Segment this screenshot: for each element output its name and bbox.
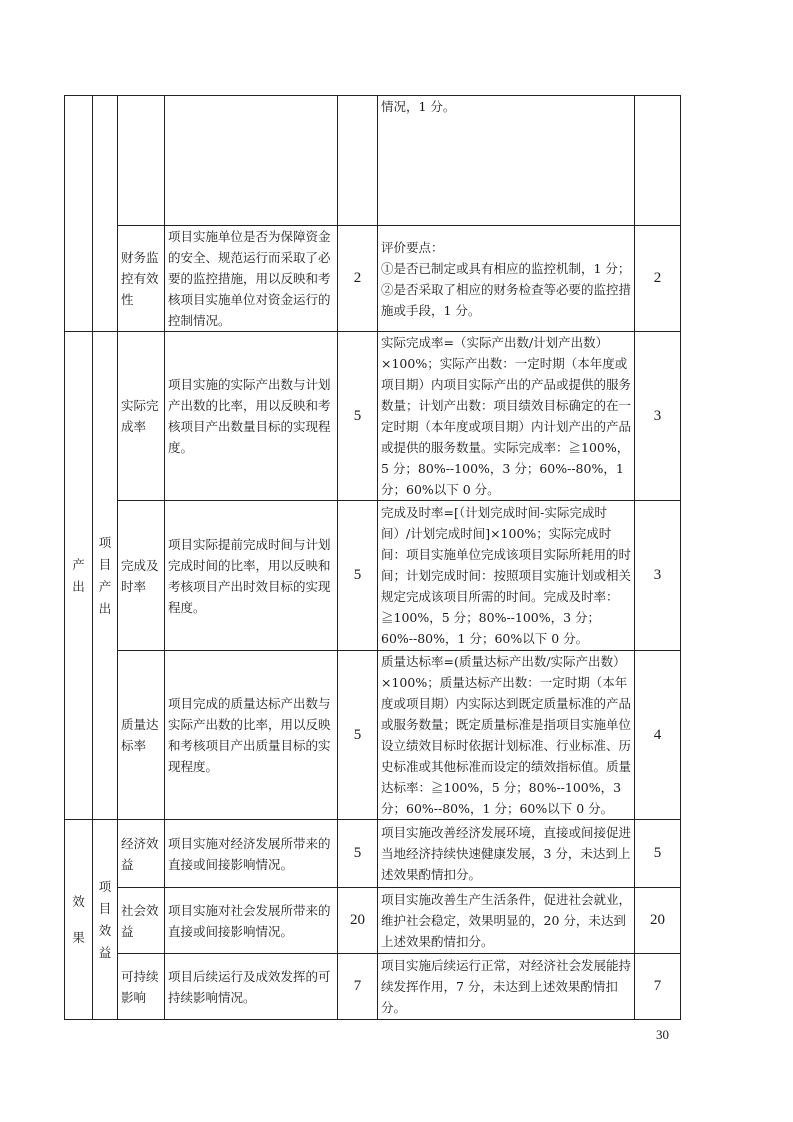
- criteria-line: 项目实施改善经济发展环境，直接或间接促进当地经济持续快速健康发展，3 分，未达到上述效果酌情扣分。: [381, 825, 632, 882]
- table-row: [65, 332, 681, 501]
- weight-cell: 20: [338, 888, 378, 954]
- group-level1-cell: [65, 332, 93, 820]
- description-cell: 项目实际提前完成时间与计划完成时间的比率，用以反映和考核项目产出时效目标的实现程度。: [165, 501, 338, 651]
- criteria-line: 完成及时率=[（计划完成时间-实际完成时间）/计划完成时间]×100%；实际完成时间：项目实施单位完成该项目实际所耗用的时间；计划完成时间：按照项目实施计划或相关规定完成该项目所需的时间。完成及时率：≧100%，5 分；80%--100%，3 分；60%--80%，1 分；60%以下 0 分。: [381, 505, 632, 646]
- table-row: [65, 96, 681, 226]
- score-cell: 20: [635, 888, 681, 954]
- score-cell: 2: [635, 226, 681, 332]
- group-output-label: 产出: [72, 556, 85, 594]
- weight-cell: 2: [338, 226, 378, 332]
- table-row: [65, 820, 681, 888]
- indicator-cell: 财务监控有效性: [118, 226, 165, 332]
- group-effect-sublabel: 项目效益: [98, 878, 112, 960]
- description-cell: 项目实施单位是否为保障资金的安全、规范运行而采取了必要的监控措施，用以反映和考核项目实施单位对资金运行的控制情况。: [165, 226, 338, 332]
- criteria-cell: [378, 226, 635, 332]
- criteria-line: 情况，1 分。: [381, 99, 456, 114]
- score-cell: 5: [635, 820, 681, 888]
- criteria-cell: [378, 820, 635, 888]
- group-output-sublabel: 项目产出: [98, 534, 112, 616]
- score-cell: 4: [635, 651, 681, 820]
- description-cell: 项目实施对社会发展所带来的直接或间接影响情况。: [165, 888, 338, 954]
- score-cell: 3: [635, 332, 681, 501]
- criteria-line: ①是否已制定或具有相应的监控机制，1 分；: [381, 260, 631, 276]
- description-cell: 项目后续运行及成效发挥的可持续影响情况。: [165, 954, 338, 1020]
- indicator-cell: 社会效益: [118, 888, 165, 954]
- score-cell: 7: [635, 954, 681, 1020]
- criteria-cell: [378, 651, 635, 820]
- criteria-line: 质量达标率=(质量达标产出数/实际产出数）×100%；质量达标产出数：一定时期（本年度或项目期）内实际达到既定质量标准的产品或服务数量；既定质量标准是指项目实施单位设立绩效目标时依据计划标准、行业标准、历史标准或其他标准而设定的绩效指标值。质量达标率：≧100%，5 分；80%--100%，3 分；60%--80%，1 分；60%以下 0 分。: [381, 654, 632, 816]
- group-level2-cell: [93, 332, 118, 820]
- indicator-cell: 完成及时率: [118, 501, 165, 651]
- score-cell: [635, 96, 681, 226]
- criteria-cell: [378, 954, 635, 1020]
- weight-cell: 7: [338, 954, 378, 1020]
- description-cell: [165, 96, 338, 226]
- weight-cell: 5: [338, 651, 378, 820]
- weight-cell: [338, 96, 378, 226]
- criteria-line: 实际完成率=（实际产出数/计划产出数）×100%；实际产出数：一定时期（本年度或项目期）内项目实际产出的产品或提供的服务数量；计划产出数：项目绩效目标确定的在一定时期（本年度或项目期）内计划产出的产品或提供的服务数量。实际完成率：≧100%，5 分；80%--100%，3 分；60%--80%，1 分；60%以下 0 分。: [381, 335, 632, 497]
- description-cell: 项目完成的质量达标产出数与实际产出数的比率，用以反映和考核项目产出质量目标的实现程度。: [165, 651, 338, 820]
- group-level1-cell: [65, 96, 93, 332]
- weight-cell: 5: [338, 332, 378, 501]
- table-row: [65, 501, 681, 651]
- indicator-cell: 可持续影响: [118, 954, 165, 1020]
- page-number: 30: [656, 1027, 669, 1042]
- indicator-cell: 质量达标率: [118, 651, 165, 820]
- table-row: [65, 888, 681, 954]
- evaluation-table: [64, 95, 681, 1020]
- group-level2-cell: [93, 96, 118, 332]
- group-level1-cell: [65, 820, 93, 1020]
- group-effect-label: 效果: [72, 893, 85, 945]
- indicator-cell: 实际完成率: [118, 332, 165, 501]
- criteria-line: 评价要点：: [381, 239, 444, 255]
- criteria-line: 项目实施改善生产生活条件，促进社会就业，维护社会稳定，效果明显的，20 分，未达到上述效果酌情扣分。: [381, 892, 632, 949]
- criteria-cell: [378, 96, 635, 226]
- criteria-cell: [378, 501, 635, 651]
- description-cell: 项目实施对经济发展所带来的直接或间接影响情况。: [165, 820, 338, 888]
- criteria-cell: [378, 888, 635, 954]
- weight-cell: 5: [338, 501, 378, 651]
- table-row: [65, 651, 681, 820]
- table-row: [65, 954, 681, 1020]
- table-row: [65, 226, 681, 332]
- criteria-line: 项目实施后续运行正常，对经济社会发展能持续发挥作用，7 分，未达到上述效果酌情扣分。: [381, 958, 632, 1015]
- score-cell: 3: [635, 501, 681, 651]
- indicator-cell: 经济效益: [118, 820, 165, 888]
- criteria-cell: [378, 332, 635, 501]
- description-cell: 项目实施的实际产出数与计划产出数的比率，用以反映和考核项目产出数量目标的实现程度。: [165, 332, 338, 501]
- group-level2-cell: [93, 820, 118, 1020]
- criteria-line: ②是否采取了相应的财务检查等必要的监控措施或手段，1 分。: [381, 281, 632, 318]
- weight-cell: 5: [338, 820, 378, 888]
- indicator-cell: [118, 96, 165, 226]
